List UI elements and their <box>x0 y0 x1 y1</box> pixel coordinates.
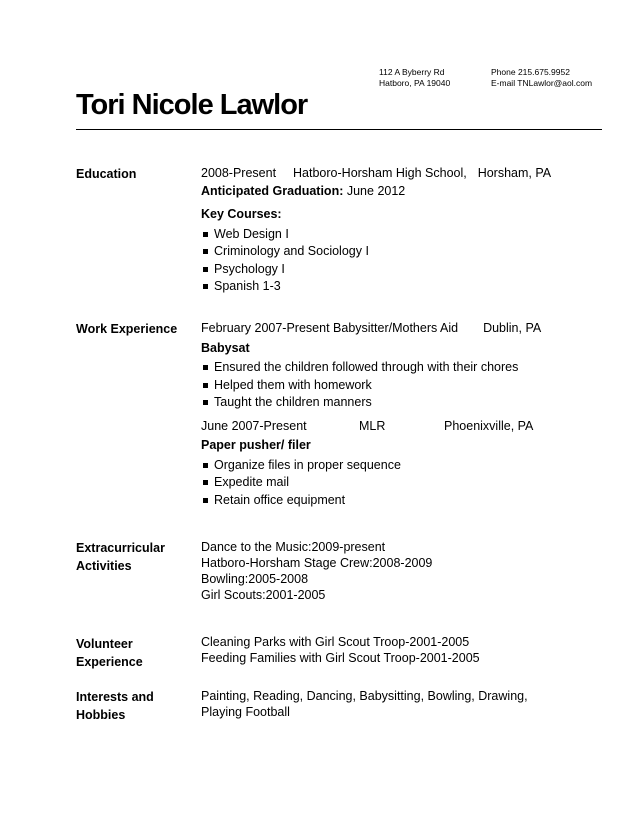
courses-list <box>201 226 551 296</box>
list-item: Helped them with homework <box>201 377 541 395</box>
list-item: Hatboro-Horsham Stage Crew:2008-2009 <box>201 556 433 570</box>
list-item: Retain office equipment <box>201 492 541 510</box>
education-school: Hatboro-Horsham High School, <box>293 166 467 180</box>
key-courses-label: Key Courses: <box>201 207 282 221</box>
volunteer-heading <box>76 635 143 671</box>
interests-section <box>201 688 528 720</box>
job-header-line <box>201 320 541 338</box>
interests-heading <box>76 688 154 724</box>
heading-line: Extracurricular <box>76 541 165 555</box>
education-section <box>201 165 551 296</box>
education-heading: Education <box>76 167 137 181</box>
job-location: Dublin, PA <box>483 321 542 335</box>
list-item: Expedite mail <box>201 474 541 492</box>
job-duties-list <box>201 359 541 412</box>
resume-name: Tori Nicole Lawlor <box>76 89 308 121</box>
job-dates: February 2007-Present <box>201 321 330 335</box>
list-item: Criminology and Sociology I <box>201 243 551 261</box>
heading-line: Activities <box>76 559 132 573</box>
list-item: Organize files in proper sequence <box>201 457 541 475</box>
address-block <box>379 67 450 89</box>
list-item: Girl Scouts:2001-2005 <box>201 588 326 602</box>
interests-line: Playing Football <box>201 705 290 719</box>
header-divider <box>76 129 602 130</box>
list-item: Dance to the Music:2009-present <box>201 540 386 554</box>
list-item: Feeding Families with Girl Scout Troop-2001-2005 <box>201 651 480 665</box>
graduation-label: Anticipated Graduation: <box>201 183 344 198</box>
job-header-line <box>201 418 541 436</box>
extracurricular-section <box>201 539 432 603</box>
job-employer: MLR <box>359 418 386 433</box>
list-item: Cleaning Parks with Girl Scout Troop-2001-2005 <box>201 635 470 649</box>
extracurricular-heading <box>76 539 165 575</box>
job-location: Phoenixville, PA <box>444 418 534 433</box>
education-school-line <box>201 165 551 183</box>
list-item: Spanish 1-3 <box>201 278 551 296</box>
phone-number: Phone 215.675.9952 <box>491 67 570 77</box>
email-address: E-mail TNLawlor@aol.com <box>491 78 593 88</box>
heading-line: Hobbies <box>76 708 126 722</box>
graduation-value: June 2012 <box>346 183 406 198</box>
address-line-1: 112 A Byberry Rd <box>379 67 445 77</box>
heading-line: Interests and <box>76 690 154 704</box>
address-line-2: Hatboro, PA 19040 <box>379 78 451 88</box>
job-title: Paper pusher/ filer <box>201 438 311 452</box>
job-duties-list <box>201 457 541 510</box>
volunteer-section <box>201 634 480 666</box>
heading-line: Volunteer <box>76 637 133 651</box>
work-experience-heading: Work Experience <box>76 322 178 336</box>
contact-info-block <box>491 67 592 89</box>
work-experience-section <box>201 320 541 509</box>
list-item: Psychology I <box>201 261 551 279</box>
list-item: Bowling:2005-2008 <box>201 572 309 586</box>
job-title: Babysat <box>201 340 250 355</box>
list-item: Taught the children manners <box>201 394 541 412</box>
interests-line: Painting, Reading, Dancing, Babysitting, Bowling, Drawing, <box>201 689 528 703</box>
education-location: Horsham, PA <box>477 166 552 180</box>
graduation-line <box>201 183 551 201</box>
job-dates: June 2007-Present <box>201 418 307 433</box>
job-employer: Babysitter/Mothers Aid <box>333 321 459 335</box>
education-dates: 2008-Present <box>201 166 277 180</box>
list-item: Ensured the children followed through with their chores <box>201 359 541 377</box>
heading-line: Experience <box>76 655 143 669</box>
list-item: Web Design I <box>201 226 551 244</box>
